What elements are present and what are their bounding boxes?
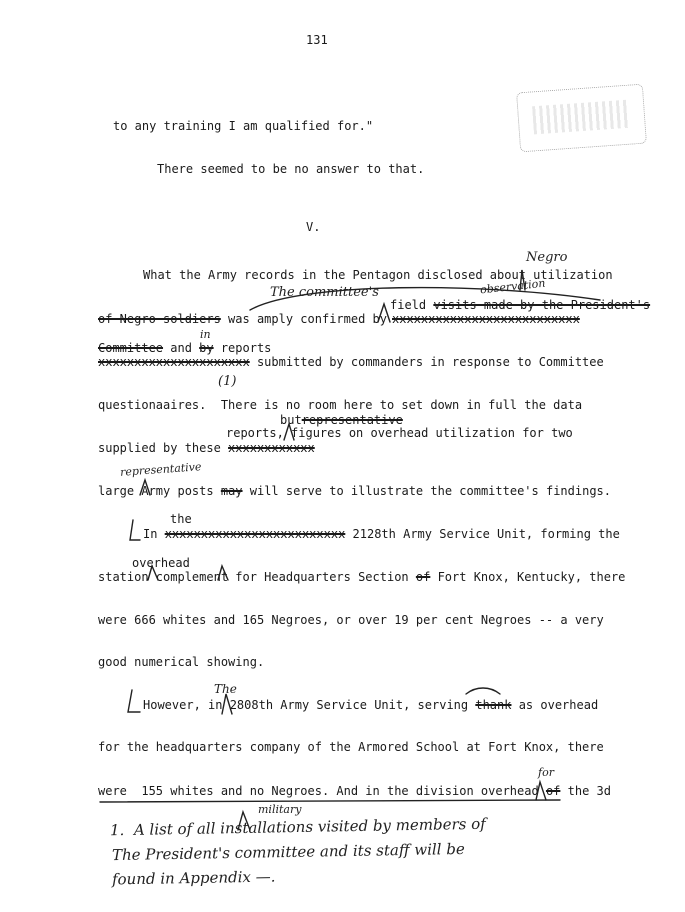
text-line: Committee and by reports: [98, 341, 272, 355]
handwritten-insertion: representative: [119, 460, 202, 479]
text-line: for the headquarters company of the Armored School at Fort Knox, there: [98, 740, 604, 754]
text-line: supplied by these xxxxxxxxxxxx: [98, 441, 315, 455]
text-line: station complement for Headquarters Section of Fort Knox, Kentucky, there: [98, 570, 626, 584]
text-line: reports, figures on overhead utilization for two: [226, 426, 573, 440]
handwritten-insertion: Negro: [526, 250, 568, 265]
text-line: questionaaires. There is no room here to set down in full the data: [98, 398, 583, 412]
handwritten-insertion: military: [258, 803, 302, 816]
underline-rule: [100, 800, 560, 802]
caret-mark: [238, 812, 250, 830]
text-line: xxxxxxxxxxxxxxxxxxxxx submitted by commanders in response to Committee: [98, 355, 604, 369]
handwritten-insertion: for: [538, 766, 554, 779]
paragraph-bracket: [128, 690, 140, 712]
handwritten-insertion: in: [200, 328, 211, 341]
caret-mark: [218, 566, 228, 580]
text-line: the: [170, 512, 192, 526]
text-line: butrepresentative: [280, 413, 403, 427]
caret-mark: [222, 694, 232, 714]
section-heading: V.: [306, 220, 321, 234]
text-line: were 155 whites and no Negroes. And in the division overhead of the 3d: [98, 784, 611, 798]
caret-mark: [148, 566, 158, 580]
strike-arc: [466, 688, 500, 694]
text-line: to any training I am qualified for.": [113, 119, 374, 133]
text-line: of Negro soldiers was amply confirmed by: [98, 312, 387, 326]
text-line: overhead: [132, 556, 190, 570]
footnote-marker: (1): [218, 374, 237, 389]
caret-mark: [520, 270, 525, 290]
text-line: field visits made by the President's: [390, 298, 651, 312]
text-line: What the Army records in the Pentagon disclosed about utilization: [143, 268, 613, 282]
text-line: large Army posts may will serve to illustrate the committee's findings.: [98, 484, 611, 498]
handwritten-insertion: observation: [479, 276, 546, 297]
handwritten-insertion: The: [214, 682, 237, 696]
page-number: 131: [306, 33, 328, 47]
handwritten-insertion: The committee's: [270, 285, 379, 300]
text-line: In xxxxxxxxxxxxxxxxxxxxxxxxx 2128th Army Service Unit, forming the: [143, 527, 620, 541]
caret-mark: [140, 480, 150, 495]
caret-mark: [378, 304, 390, 322]
handwritten-footnote-line: 1. A list of all installations visited by members of: [109, 814, 486, 840]
text-line: were 666 whites and 165 Negroes, or over 19 per cent Negroes -- a very: [98, 613, 604, 627]
text-line: However, in 2808th Army Service Unit, serving thank as overhead: [143, 698, 599, 712]
text-line: There seemed to be no answer to that.: [157, 162, 425, 176]
insertion-loop: [250, 288, 600, 310]
text-line: good numerical showing.: [98, 655, 265, 669]
caret-mark: [284, 424, 294, 440]
handwritten-footnote-line: The President's committee and its staff will be: [111, 839, 465, 865]
caret-mark: [536, 782, 546, 800]
paragraph-bracket: [130, 520, 140, 540]
handwritten-footnote-line: found in Appendix —.: [111, 867, 276, 889]
struck-text: xxxxxxxxxxxxxxxxxxxxxxxxxx: [392, 312, 580, 326]
